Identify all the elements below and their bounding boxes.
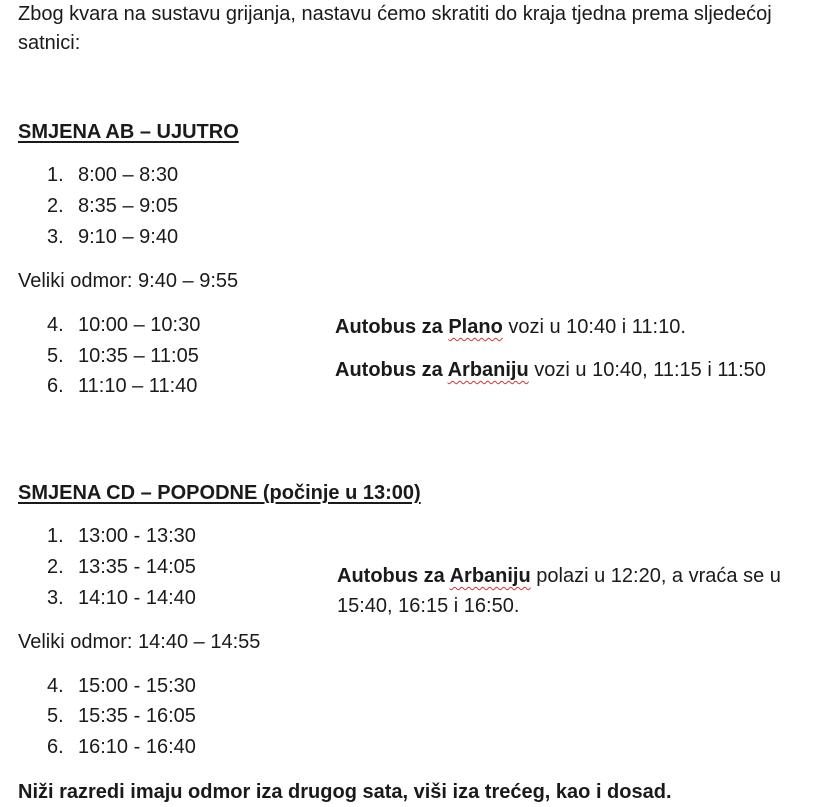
- list-item: [47, 587, 196, 610]
- list-item: [47, 556, 196, 579]
- bus-destination: Arbaniju: [449, 565, 531, 587]
- list-number: 2.: [47, 556, 64, 578]
- bus-prefix: Autobus za: [337, 565, 450, 587]
- bus-prefix: Autobus za: [335, 316, 449, 338]
- period-time: 11:10 – 11:40: [78, 375, 198, 397]
- period-time: 14:10 - 14:40: [78, 587, 196, 609]
- bus-arbanija-note: [335, 359, 766, 382]
- list-number: 3.: [47, 226, 64, 248]
- period-time: 10:00 – 10:30: [78, 314, 201, 336]
- period-time: 9:10 – 9:40: [78, 226, 179, 248]
- list-number: 5.: [47, 345, 64, 367]
- list-number: 3.: [47, 587, 64, 609]
- bus-prefix: Autobus za: [335, 359, 448, 381]
- list-item: [47, 525, 196, 548]
- shift-cd-heading: SMJENA CD – POPODNE (počinje u 13:00): [18, 482, 421, 504]
- shift-cd-break: Veliki odmor: 14:40 – 14:55: [18, 631, 261, 653]
- list-number: 4.: [47, 675, 64, 697]
- list-item: [47, 314, 200, 337]
- list-item: [47, 705, 196, 728]
- bus-times: vozi u 10:40 i 11:10.: [502, 316, 686, 338]
- list-number: 1.: [47, 164, 64, 186]
- list-item: [47, 164, 178, 187]
- period-time: 8:00 – 8:30: [78, 164, 179, 186]
- bus-times: polazi u 12:20, a vraća se u: [530, 565, 781, 587]
- list-number: 5.: [47, 705, 64, 727]
- bus-arbanija-cd-note: [337, 565, 781, 588]
- bus-times: vozi u 10:40, 11:15 i 11:50: [528, 359, 766, 381]
- list-number: 2.: [47, 195, 64, 217]
- list-number: 6.: [47, 736, 64, 758]
- list-number: 4.: [47, 314, 64, 336]
- period-time: 16:10 - 16:40: [78, 736, 196, 758]
- period-time: 13:00 - 13:30: [78, 525, 196, 547]
- list-item: [47, 675, 196, 698]
- period-time: 15:35 - 16:05: [78, 705, 196, 727]
- list-number: 6.: [47, 375, 64, 397]
- period-time: 10:35 – 11:05: [78, 345, 199, 367]
- shift-ab-heading: SMJENA AB – UJUTRO: [18, 121, 239, 143]
- bus-destination: Arbaniju: [447, 359, 529, 381]
- bus-arbanija-cd-return: 15:40, 16:15 i 16:50.: [337, 595, 520, 617]
- shift-ab-break: Veliki odmor: 9:40 – 9:55: [18, 270, 239, 292]
- bus-destination: Plano: [448, 316, 503, 338]
- intro-text: Zbog kvara na sustavu grijanja, nastavu ćemo skratiti do kraja tjedna prema sljedećoj satnici:: [18, 3, 772, 54]
- footer-note: Niži razredi imaju odmor iza drugog sata, viši iza trećeg, kao i dosad.: [18, 781, 672, 803]
- list-item: [47, 375, 197, 398]
- list-item: [47, 226, 178, 249]
- list-item: [47, 736, 196, 759]
- list-item: [47, 345, 199, 368]
- period-time: 8:35 – 9:05: [78, 195, 179, 217]
- period-time: 13:35 - 14:05: [78, 556, 196, 578]
- period-time: 15:00 - 15:30: [78, 675, 196, 697]
- bus-plano-note: [335, 316, 686, 339]
- list-number: 1.: [47, 525, 64, 547]
- list-item: [47, 195, 178, 218]
